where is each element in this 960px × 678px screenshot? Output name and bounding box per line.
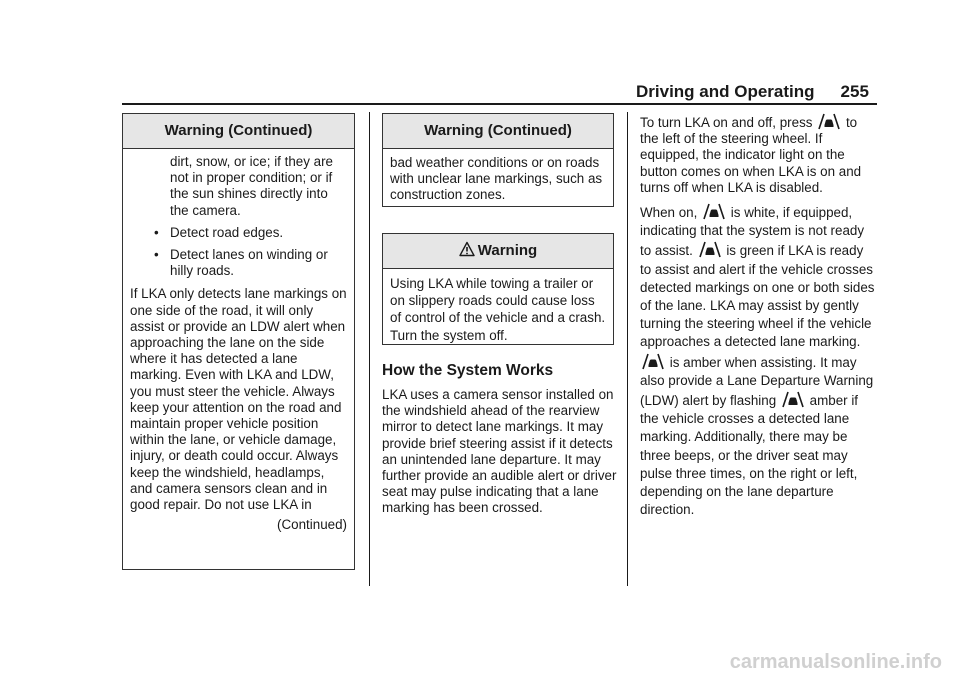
warning-paragraph: If LKA only detects lane markings on one side of the road, it will only assist or provide an LDW alert when approaching the lane on the side where it has detected a lane marking. Even with LKA and LDW, you must steer the vehicle. Always keep your attention on the road and maintain proper vehicle position within the lane, or vehicle damage, injury, or death could occur. Always keep the windshield, headlamps, and camera sensors clean and in good repair. Do not use LKA in (130, 286, 347, 513)
lka-instructions (640, 112, 878, 525)
warning-box-title: Warning (Continued) (383, 114, 613, 149)
warning-box-text: Using LKA while towing a trailer or on slippery roads could cause loss of control of the vehicle and a crash. Turn the system off. (390, 276, 606, 343)
text-run: To turn LKA on and off, press (640, 115, 813, 130)
warning-box (382, 233, 614, 345)
list-item (130, 225, 347, 241)
list-item (130, 247, 347, 279)
text-run: When on, (640, 205, 698, 221)
text-run: amber if the vehicle crosses a detected lane marking. Additionally, there may be three beeps, or the driver seat may pulse three times, on the right or left, depending on the lane departure direction. (640, 393, 859, 518)
text-run: to the left of the steering wheel. If equipped, the indicator light on the button comes on when LKA is on and turns off when LKA is disabled. (640, 115, 862, 195)
lane-keep-assist-icon (818, 112, 840, 130)
header-rule (122, 103, 877, 105)
page-header (636, 82, 869, 102)
warning-box-title: Warning (477, 242, 538, 259)
warning-triangle-icon (459, 236, 475, 252)
warning-box-header (383, 234, 613, 269)
bullet-mark: • (154, 247, 159, 263)
bullet-text: Detect road edges. (170, 224, 284, 240)
lane-keep-assist-icon (699, 240, 721, 258)
column-divider-2 (627, 112, 628, 586)
page-number: 255 (840, 82, 869, 101)
paragraph (640, 112, 878, 196)
warning-box-body (123, 149, 354, 539)
watermark: carmanualsonline.info (729, 651, 942, 673)
lane-keep-assist-icon (703, 202, 725, 220)
continued-label: (Continued) (277, 517, 347, 533)
warning-box-continued-1 (122, 113, 355, 570)
bullet-text: Detect lanes on winding or hilly roads. (170, 247, 328, 279)
section-title: Driving and Operating (636, 82, 815, 101)
section-heading: How the System Works (382, 362, 554, 379)
paragraph (640, 202, 878, 519)
bullet-mark: • (154, 224, 159, 240)
text-run: is white, if equipped, indicating that the system is not ready to assist. (640, 205, 865, 259)
lane-keep-assist-icon (642, 352, 664, 370)
system-description: LKA uses a camera sensor installed on the windshield ahead of the rearview mirror to detect lane markings. It may provide brief steering assist if it detects an unintended lane departure. It may further provide an audible alert or driver seat may pulse indicating that a lane marking has been crossed. (382, 387, 617, 516)
column-divider-1 (369, 112, 370, 586)
warning-box-continued-2 (382, 113, 614, 207)
warning-box-text: bad weather conditions or on roads with unclear lane markings, such as construction zones. (390, 155, 603, 203)
warning-box-title: Warning (Continued) (123, 114, 354, 149)
warning-lead-text: dirt, snow, or ice; if they are not in proper condition; or if the sun shines directly into the camera. (170, 154, 333, 218)
text-run: is amber when assisting. It may also provide a Lane Departure Warning (LDW) alert by flashing (640, 354, 874, 409)
lane-keep-assist-icon (782, 390, 804, 408)
text-run: is green if LKA is ready to assist and alert if the vehicle crosses detected markings on one or both sides of the lane. LKA may assist by gently turning the steering wheel if the vehicle approaches a detected lane marking. (640, 243, 875, 350)
